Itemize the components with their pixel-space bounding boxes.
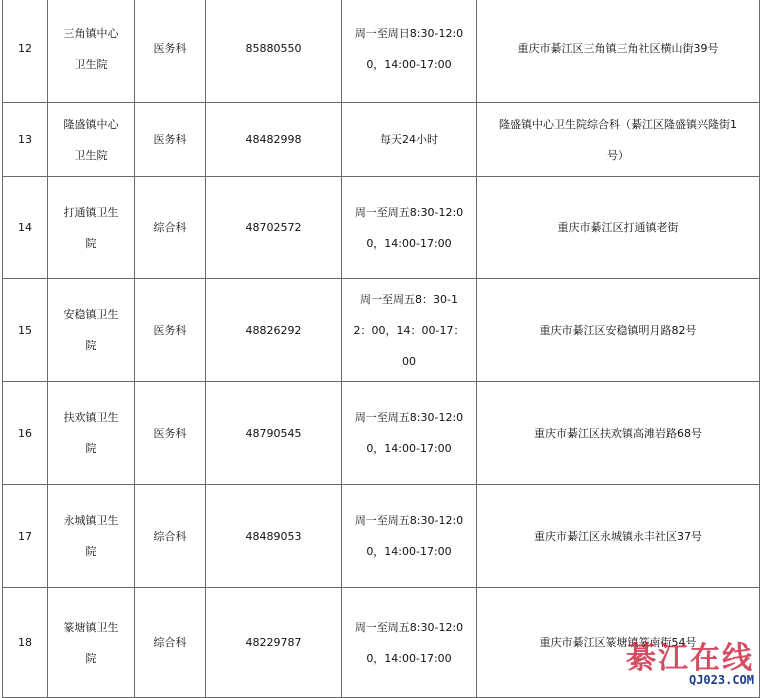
- department: 医务科: [135, 0, 206, 103]
- office-hours: 周一至周五8:30-12:00，14:00-17:00: [354, 514, 464, 558]
- row-number: 14: [3, 177, 48, 279]
- office-hours: 周一至周五8:30-12:00，14:00-17:00: [354, 205, 464, 250]
- office-hours: 周一至周五8：30-12：00，14：00-17：00: [353, 292, 465, 368]
- watermark-title: 綦江在线: [626, 641, 754, 676]
- address: 重庆市綦江区打通镇老街: [557, 221, 679, 234]
- phone-number: 48790545: [206, 382, 342, 485]
- address: 重庆市綦江区三角镇三角社区横山街39号: [517, 42, 719, 55]
- department: 综合科: [135, 485, 206, 588]
- phone-number: 48482998: [206, 103, 342, 177]
- address: 重庆市綦江区扶欢镇高滩岩路68号: [534, 426, 702, 440]
- clinic-table-body: [3, 0, 760, 698]
- row-number: 15: [3, 279, 48, 382]
- clinic-name: 安稳镇卫生院: [63, 308, 119, 352]
- clinic-name: 扶欢镇卫生院: [63, 411, 119, 455]
- phone-number: 85880550: [206, 0, 342, 103]
- table-row: [3, 0, 760, 103]
- phone-number: 48826292: [206, 279, 342, 382]
- table-row: [3, 177, 760, 279]
- department: 综合科: [135, 177, 206, 279]
- address: 重庆市綦江区永城镇永丰社区37号: [534, 529, 702, 543]
- department: 医务科: [135, 382, 206, 485]
- row-number: 18: [3, 588, 48, 698]
- address: 重庆市綦江区篆塘镇篆南街54号: [539, 636, 697, 649]
- table-row: [3, 279, 760, 382]
- office-hours: 周一至周五8:30-12:00，14:00-17:00: [354, 411, 464, 455]
- watermark-url: QJ023.COM: [688, 673, 754, 687]
- clinic-name: 篆塘镇卫生院: [63, 620, 119, 665]
- table-row: [3, 103, 760, 177]
- row-number: 13: [3, 103, 48, 177]
- office-hours: 周一至周日8:30-12:00，14:00-17:00: [354, 26, 464, 71]
- site-watermark-logo: [626, 643, 754, 687]
- department: 综合科: [135, 588, 206, 698]
- clinic-name: 三角镇中心卫生院: [63, 26, 119, 71]
- phone-number: 48229787: [206, 588, 342, 698]
- department: 医务科: [135, 103, 206, 177]
- office-hours: 每天24小时: [380, 133, 438, 146]
- department: 医务科: [135, 279, 206, 382]
- clinic-table: [2, 0, 760, 698]
- office-hours: 周一至周五8:30-12:00，14:00-17:00: [354, 620, 464, 665]
- phone-number: 48489053: [206, 485, 342, 588]
- row-number: 12: [3, 0, 48, 103]
- table-row: [3, 382, 760, 485]
- address: 重庆市綦江区安稳镇明月路82号: [539, 323, 697, 337]
- row-number: 16: [3, 382, 48, 485]
- phone-number: 48702572: [206, 177, 342, 279]
- row-number: 17: [3, 485, 48, 588]
- table-row: [3, 485, 760, 588]
- address: 隆盛镇中心卫生院综合科（綦江区隆盛镇兴隆街1号）: [499, 117, 737, 162]
- clinic-name: 隆盛镇中心卫生院: [63, 117, 119, 162]
- clinic-name: 永城镇卫生院: [63, 514, 119, 558]
- clinic-name: 打通镇卫生院: [63, 205, 119, 250]
